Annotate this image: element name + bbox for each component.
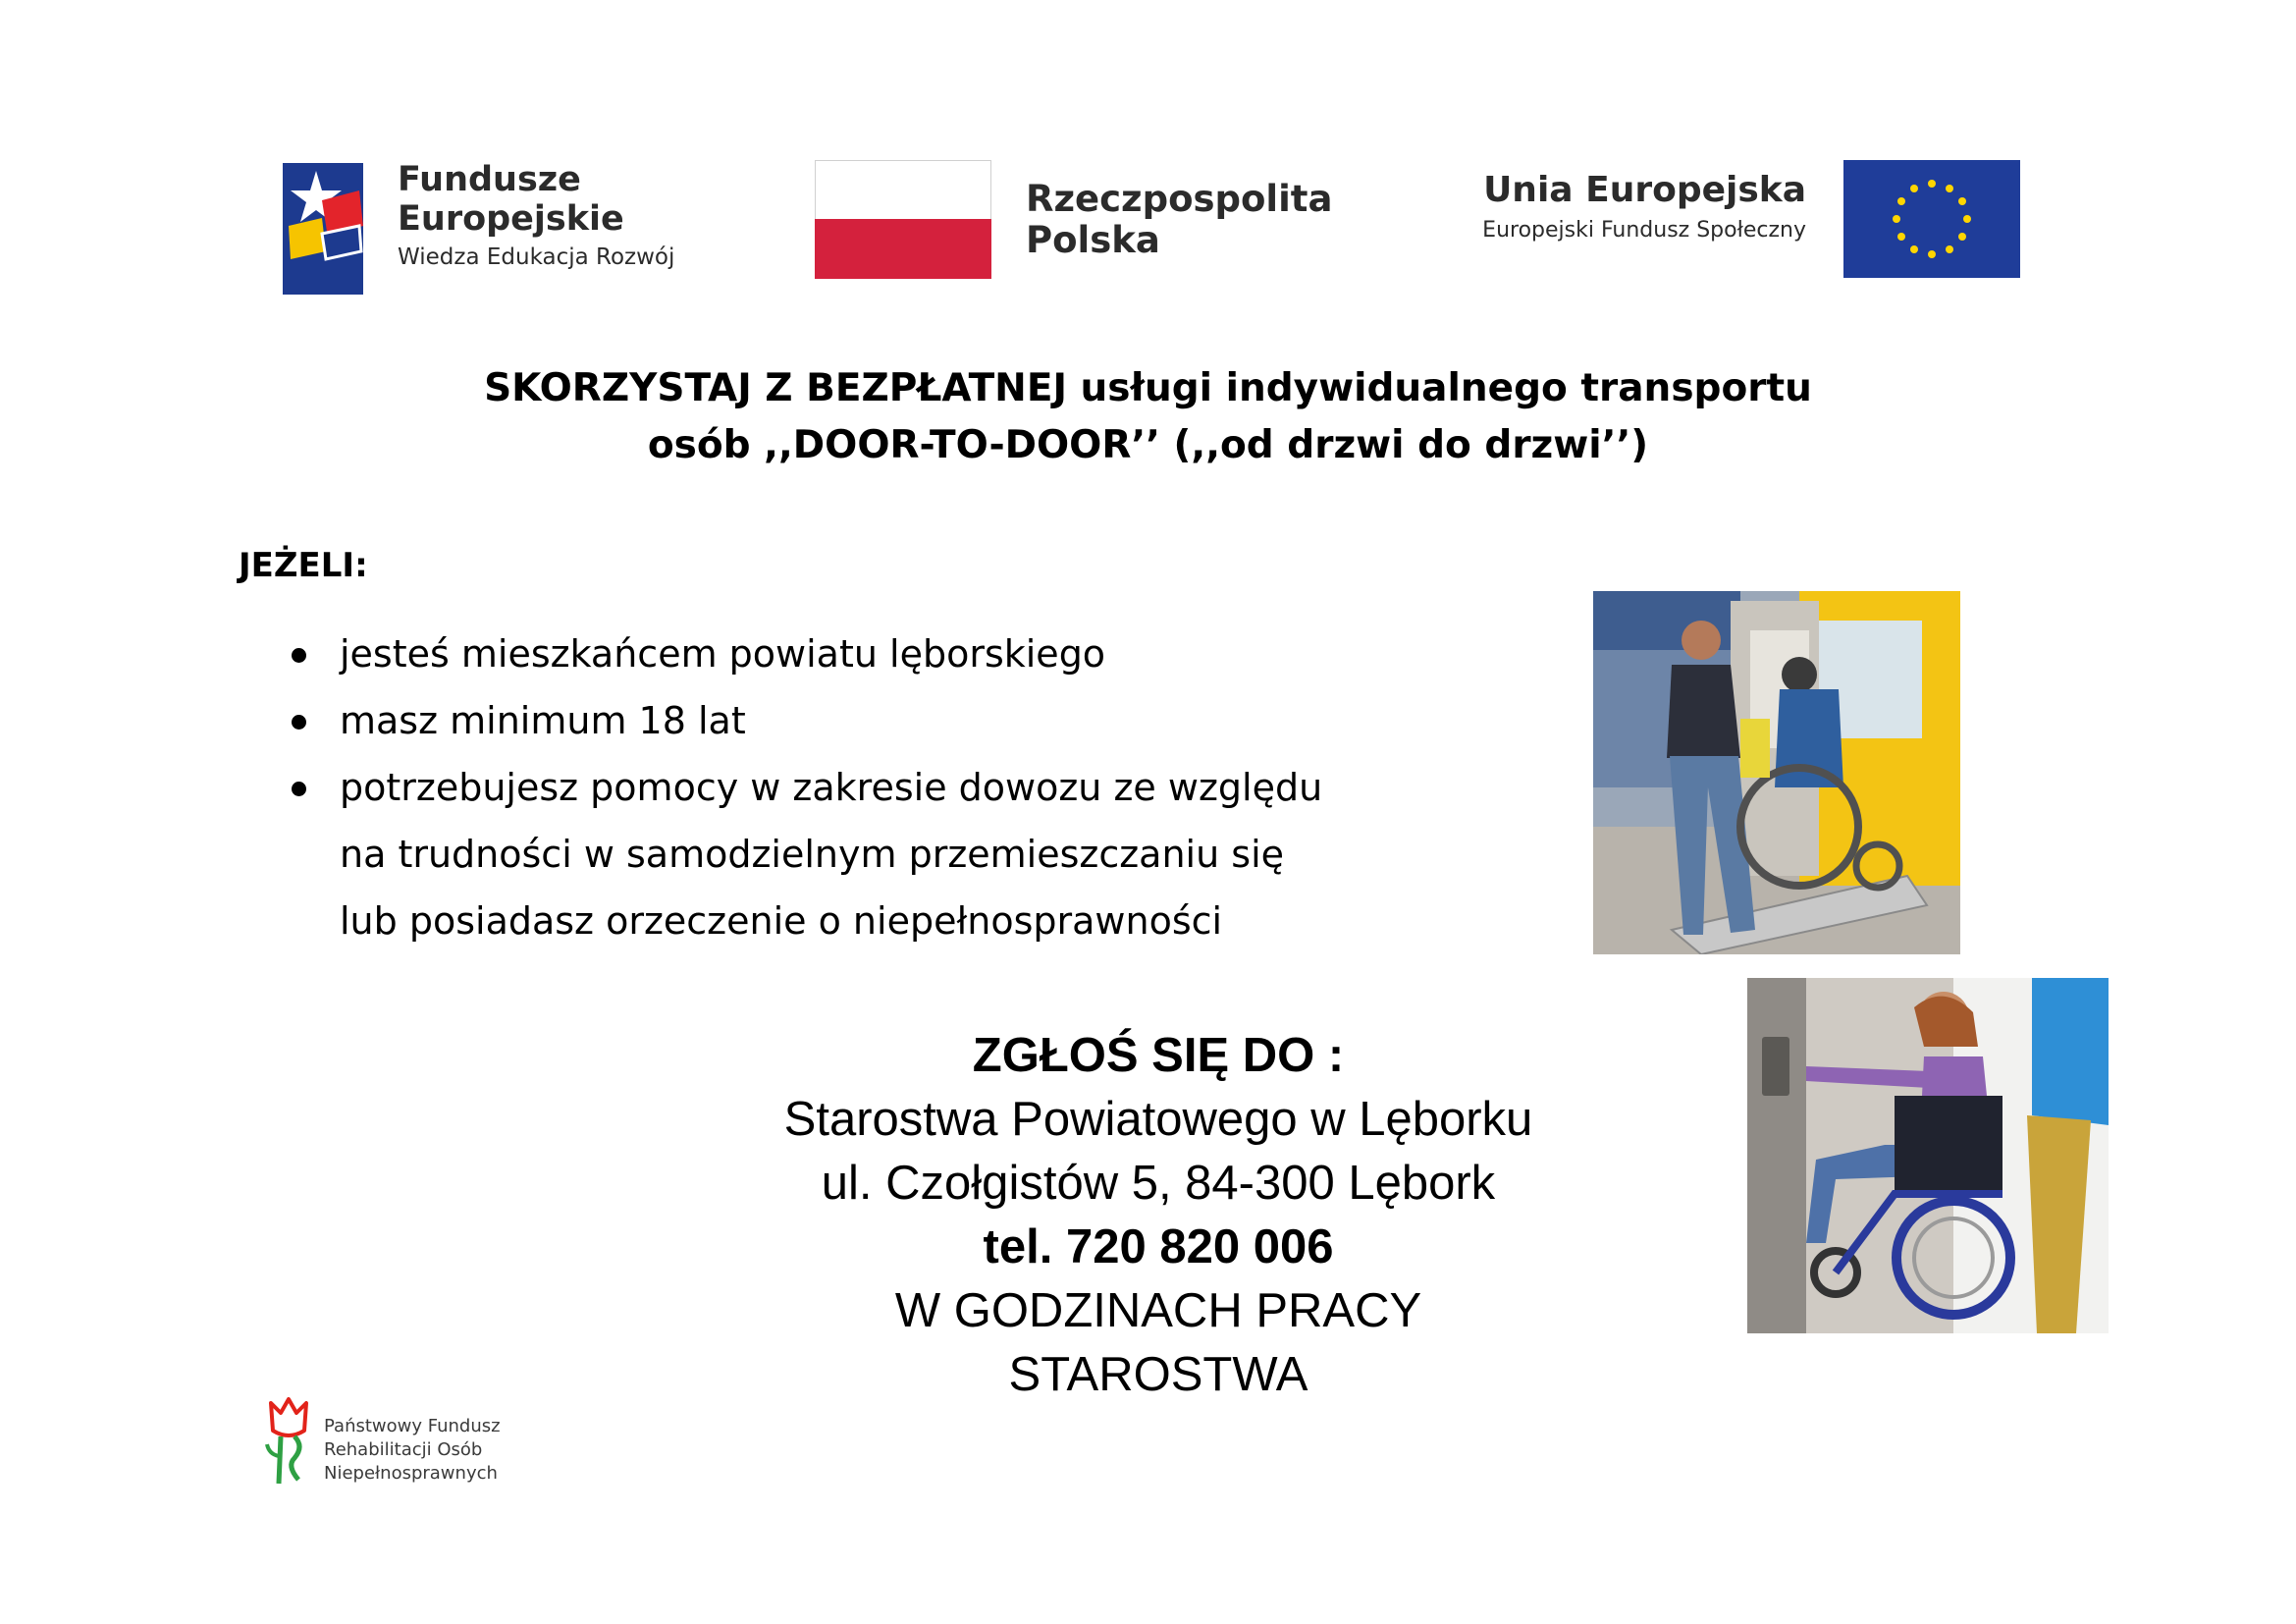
condition-text: jesteś mieszkańcem powiatu lęborskiego [340, 632, 1106, 676]
conditions-label: JEŻELI: [239, 546, 368, 585]
condition-text: na trudności w samodzielnym przemieszczaniu się [340, 833, 1285, 876]
condition-text: lub posiadasz orzeczenie o niepełnosprawności [340, 899, 1223, 943]
condition-item [287, 754, 1322, 954]
fundusze-line2: Europejskie [398, 199, 624, 239]
fundusze-europejskie-star-icon [283, 135, 363, 295]
condition-item [287, 621, 1322, 687]
wheelchair-elevator-photo [1747, 978, 2109, 1333]
pfron-logo-text [324, 1415, 501, 1486]
contact-office: Starostwa Powiatowego w Lęborku [783, 1093, 1533, 1146]
rp-line2: Polska [1026, 219, 1160, 261]
rp-logo-text [1026, 179, 1332, 261]
ue-name: Unia Europejska [1483, 170, 1806, 210]
ue-logo-text [1404, 169, 1806, 245]
wheelchair-bus-ramp-photo [1593, 591, 1960, 954]
headline-line2: osób ,,DOOR-TO-DOOR’’ (,,od drzwi do drzwi’’) [647, 423, 1649, 467]
rp-line1: Rzeczpospolita [1026, 178, 1333, 220]
bullet-icon [292, 782, 306, 796]
pfron-tulip-icon [265, 1397, 312, 1488]
fundusze-sub: Wiedza Edukacja Rozwój [398, 244, 675, 270]
pfron-line3: Niepełnosprawnych [324, 1463, 498, 1484]
contact-block [628, 1024, 1688, 1407]
contact-heading: ZGŁOŚ SIĘ DO : [972, 1029, 1345, 1082]
contact-hours-line1: W GODZINACH PRACY [894, 1284, 1422, 1337]
bullet-icon [292, 715, 306, 730]
fundusze-europejskie-logo-text [398, 160, 674, 272]
pfron-line1: Państwowy Fundusz [324, 1416, 501, 1436]
headline [0, 360, 2296, 474]
bullet-icon [292, 648, 306, 663]
contact-hours-line2: STAROSTWA [1008, 1348, 1308, 1401]
eu-flag-icon [1843, 160, 2020, 278]
condition-item [287, 687, 1322, 754]
polish-flag-icon [815, 160, 991, 279]
condition-text: masz minimum 18 lat [340, 699, 746, 742]
condition-text: potrzebujesz pomocy w zakresie dowozu ze względu [340, 766, 1323, 809]
ue-sub: Europejski Fundusz Społeczny [1482, 218, 1806, 243]
contact-phone: tel. 720 820 006 [983, 1220, 1334, 1273]
pfron-line2: Rehabilitacji Osób [324, 1439, 483, 1460]
headline-line1: SKORZYSTAJ Z BEZPŁATNEJ usługi indywidualnego transportu [484, 366, 1812, 410]
conditions-list [287, 621, 1322, 954]
contact-address: ul. Czołgistów 5, 84-300 Lębork [821, 1157, 1496, 1210]
fundusze-line1: Fundusze [398, 160, 581, 199]
